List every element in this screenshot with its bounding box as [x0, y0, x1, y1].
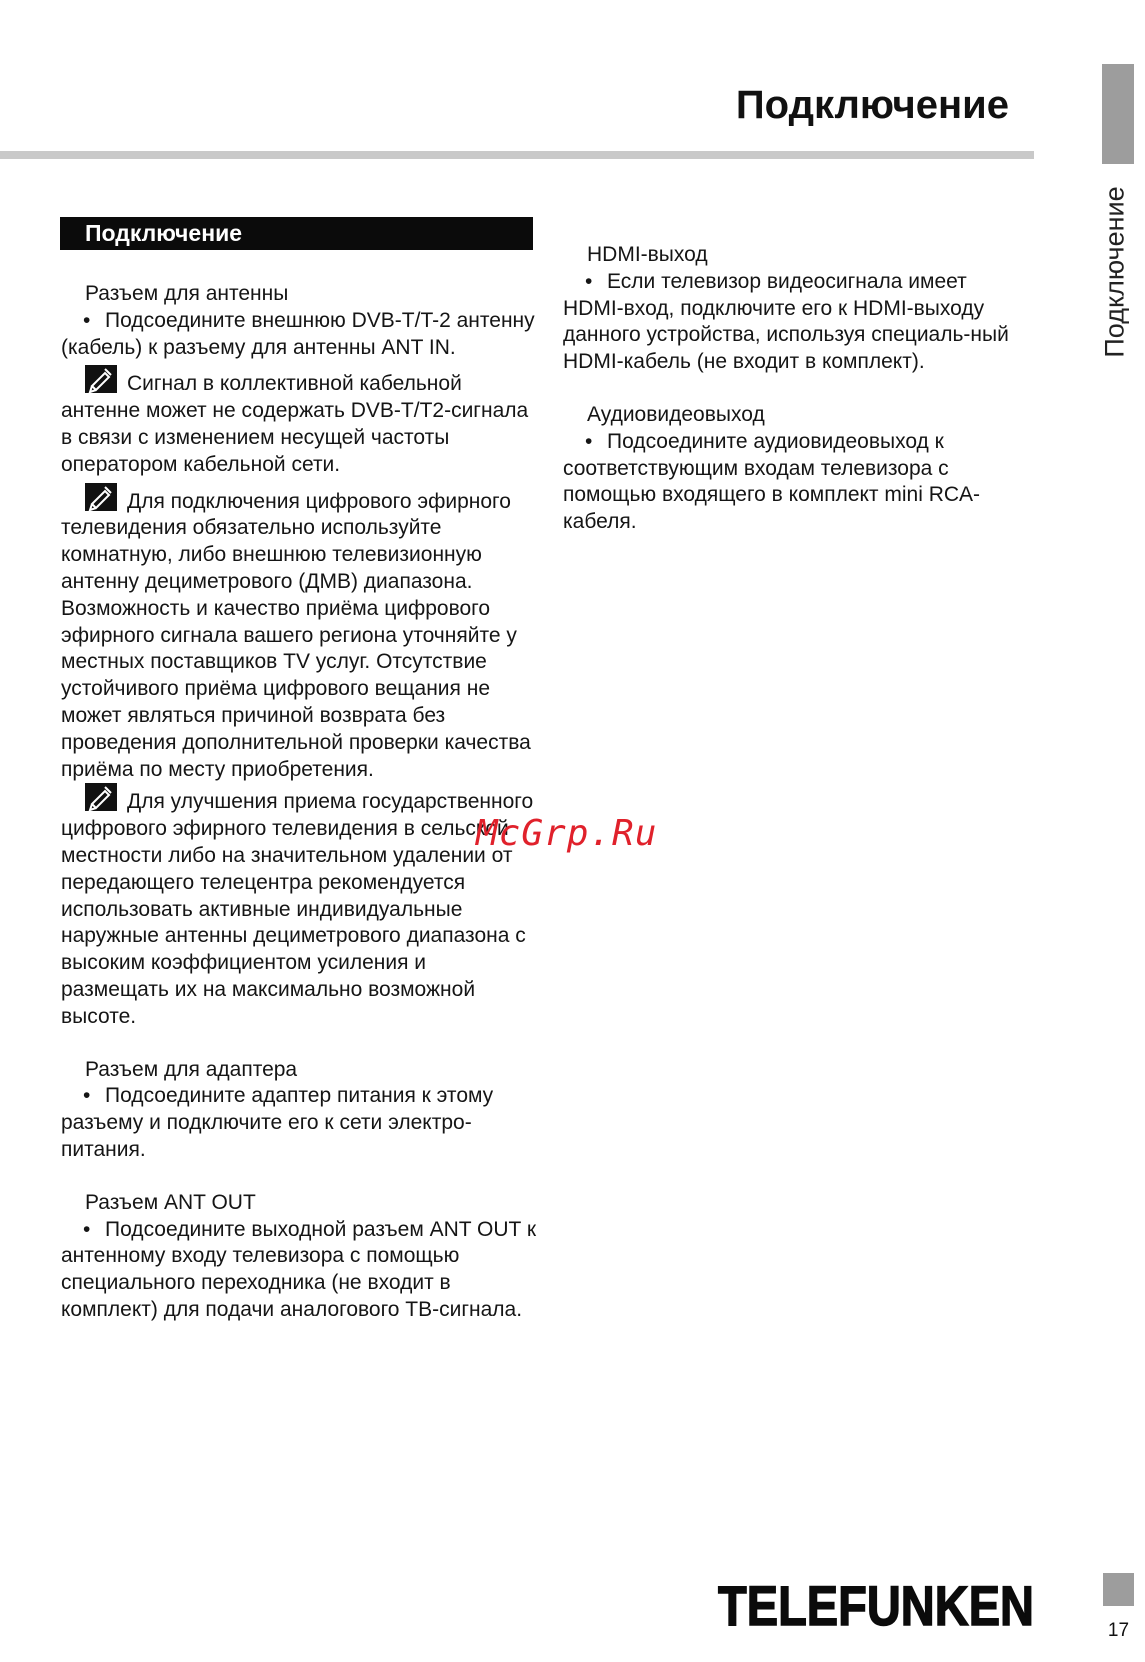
- brand-logo: [716, 1574, 1036, 1637]
- antenna-note-1-text: Сигнал в коллективной кабельной антенне может не содержать DVB-T/T2-сигнала в связи с изменением несущей частоты оператором кабельной сети.: [61, 372, 529, 476]
- note-pencil-icon: [85, 365, 117, 393]
- antenna-note-2-text: Для подключения цифрового эфирного телевидения обязательно используйте комнатную, либо внешнюю телевизионную антенну дециметрового (ДМВ) диапазона. Возможность и качество приёма цифрового эфирного сигнала вашего региона уточняйте у местных поставщиков TV услуг. Отсутствие устойчивого приёма цифрового вещания не может являться причиной возврата без проведения дополнительной проверки качества приёма по месту приобретения.: [61, 489, 531, 781]
- header-rule: [0, 151, 1034, 159]
- bullet-marker: •: [83, 308, 91, 332]
- section-title: Подключение: [60, 217, 533, 250]
- ant-out-bullet-text: Подсоедините выходной разъем ANT OUT к антенному входу телевизора с помощью специального переходника (не входит в комплект) для подачи аналогового ТВ-сигнала.: [61, 1217, 537, 1321]
- bullet-marker: •: [585, 429, 593, 453]
- right-column: [563, 242, 1033, 536]
- side-tab-marker: [1102, 64, 1134, 164]
- side-tab: [1085, 182, 1145, 362]
- av-heading: Аудиовидеовыход: [587, 402, 765, 426]
- antenna-note-2: [61, 483, 537, 784]
- page-number-marker: [1103, 1573, 1134, 1606]
- antenna-note-3: [61, 783, 537, 1030]
- page-title: Подключение: [735, 83, 1009, 127]
- adapter-heading: Разъем для адаптера: [85, 1057, 298, 1081]
- page-number: 17: [1107, 1620, 1130, 1641]
- left-column: [61, 281, 537, 1324]
- bullet-marker: •: [585, 269, 593, 293]
- bullet-marker: •: [83, 1084, 91, 1108]
- note-pencil-icon: [85, 783, 117, 811]
- bullet-marker: •: [83, 1217, 91, 1241]
- ant-out-heading: Разъем ANT OUT: [85, 1190, 256, 1214]
- hdmi-bullet-text: Если телевизор видеосигнала имеет HDMI-вход, подключите его к HDMI-выходу данного устройства, используя специаль-ный HDMI-кабель (не входит в комплект).: [563, 269, 1009, 374]
- adapter-bullet-text: Подсоедините адаптер питания к этому разъему и подключите его к сети электро-питания.: [61, 1084, 494, 1161]
- antenna-bullet: [61, 308, 537, 362]
- av-bullet: [563, 429, 1033, 536]
- antenna-note-3-text: Для улучшения приема государственного цифрового эфирного телевидения в сельской местности либо на значительном удалении от передающего телецентра рекомендуется использовать активные индивидуальные наружные антенны дециметрового диапазона с высоким коэффициентом усиления и размещать их на максимально возможной высоте.: [61, 790, 534, 1028]
- side-tab-label: Подключение: [1099, 186, 1130, 358]
- ant-out-bullet: [61, 1217, 537, 1324]
- hdmi-bullet: [563, 269, 1033, 376]
- antenna-note-1: [61, 365, 537, 478]
- brand-logo-text: TELEFUNKEN: [718, 1574, 1034, 1637]
- antenna-heading: Разъем для антенны: [85, 282, 289, 305]
- antenna-bullet-text: Подсоедините внешнюю DVB-T/T-2 антенну (кабель) к разъему для антенны ANT IN.: [61, 308, 535, 359]
- hdmi-heading: HDMI-выход: [587, 243, 708, 266]
- note-pencil-icon: [85, 483, 117, 511]
- av-bullet-text: Подсоедините аудиовидеовыход к соответствующим входам телевизора с помощью входящего в комплект mini RCA-кабеля.: [563, 429, 981, 534]
- watermark: McGrp.Ru: [476, 813, 658, 854]
- adapter-bullet: [61, 1083, 537, 1163]
